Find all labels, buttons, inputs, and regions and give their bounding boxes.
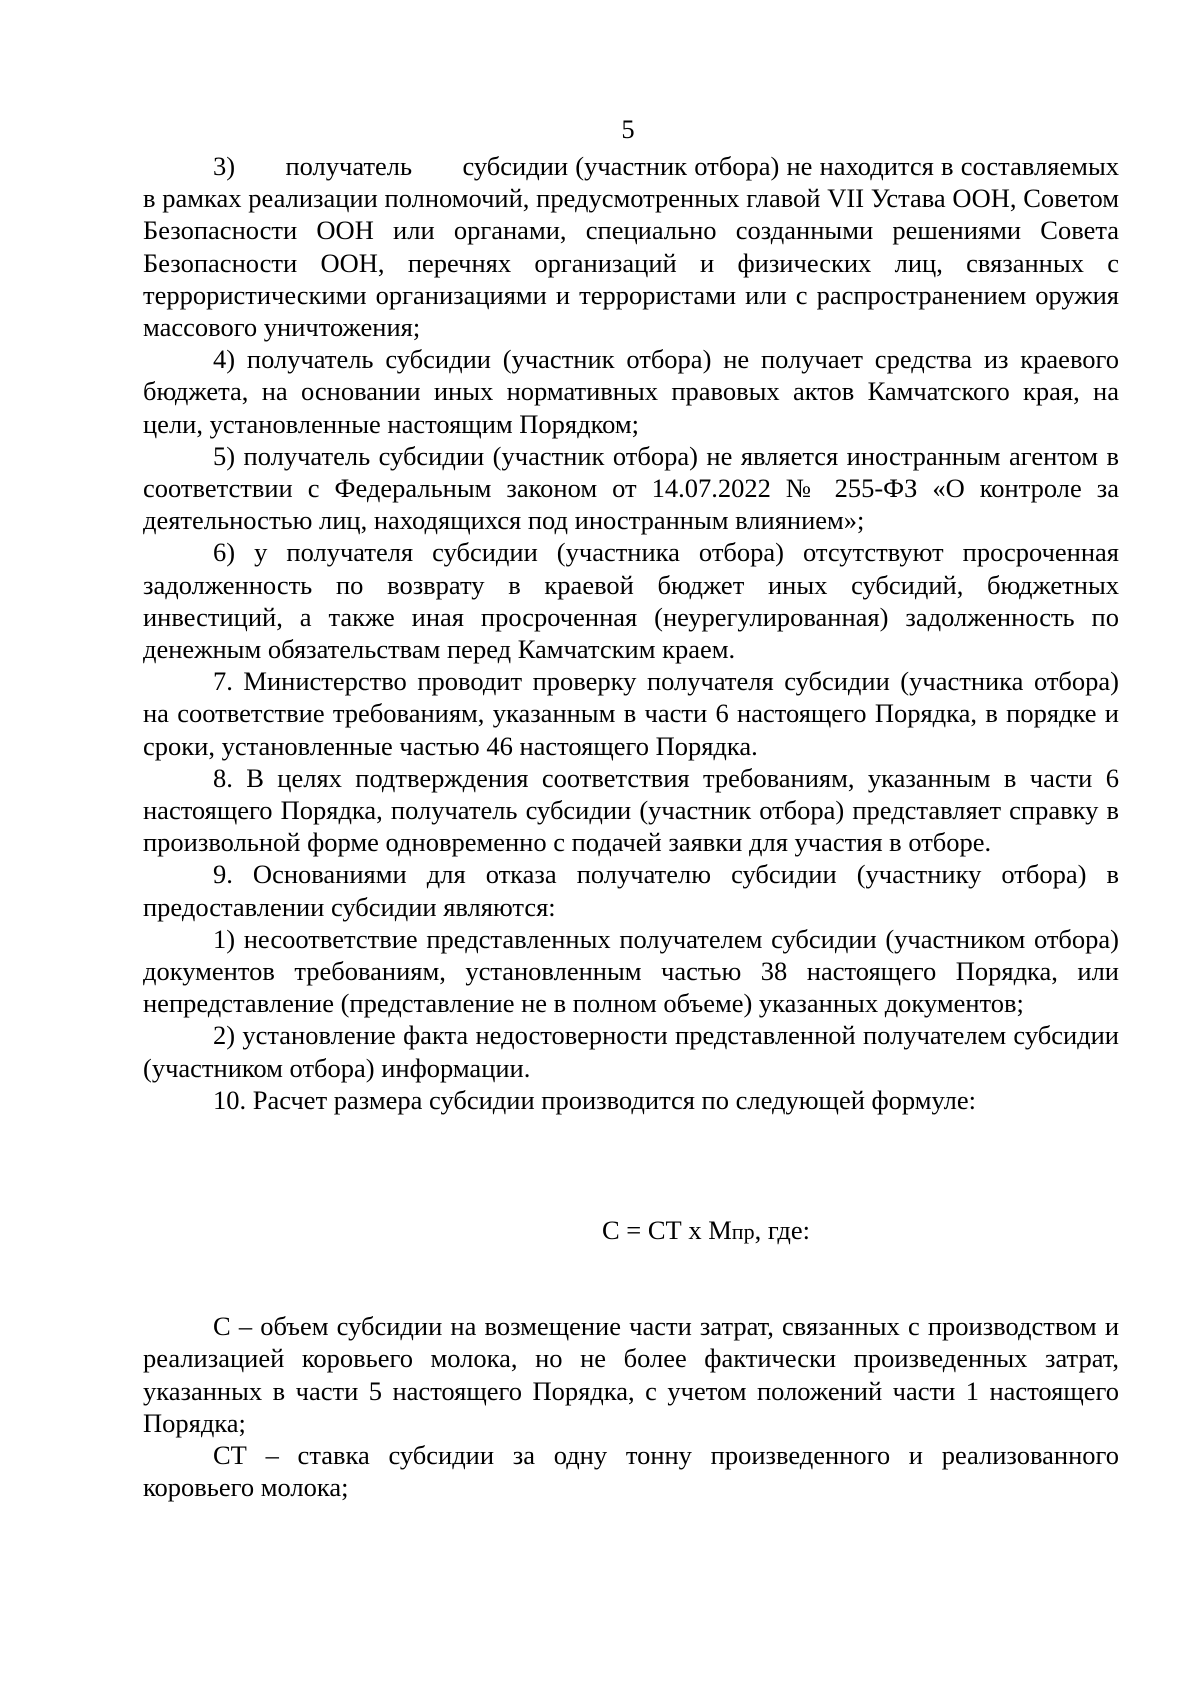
paragraph-part-9-item-2: 2) установление факта недостоверности представленной получателем субсидии (участником отбора) информации. (143, 1020, 1119, 1083)
paragraph-part-9-item-1: 1) несоответствие представленных получателем субсидии (участником отбора) документов требованиям, установленным частью 38 настоящего Порядка, или непредставление (представление не в полном объеме) указанных документов; (143, 923, 1119, 1019)
paragraph-item-6: 6) у получателя субсидии (участника отбора) отсутствуют просроченная задолженность по возврату в краевой бюджет иных субсидий, бюджетных инвестиций, а также иная просроченная (неурегулированная) задолженность по денежным обязательствам перед Камчатским краем. (143, 537, 1119, 665)
subsidy-formula (143, 1214, 1200, 1248)
document-body (143, 150, 1119, 1503)
paragraph-item-3: 3) получатель субсидии (участник отбора) не находится в составляемых в рамках реализации полномочий, предусмотренных главой VII Устава ООН, Советом Безопасности ООН или органами, специально созданными решениями Совета Безопасности ООН, перечнях организаций и физических лиц, связанных с террористическими организациями и террористами или с распространением оружия массового уничтожения; (143, 151, 1119, 343)
page-number: 5 (621, 114, 635, 144)
formula-subscript: пр (731, 1219, 755, 1245)
paragraph-part-8: 8. В целях подтверждения соответствия требованиям, указанным в части 6 настоящего Порядка, получатель субсидии (участник отбора) представляет справку в произвольной форме одновременно с подачей заявки для участия в отборе. (143, 762, 1119, 858)
formula-tail: , где: (754, 1215, 810, 1246)
definition-st: СТ – ставка субсидии за одну тонну произведенного и реализованного коровьего молока; (143, 1439, 1119, 1503)
formula-main: С = СТ х М (602, 1215, 732, 1246)
paragraph-part-7: 7. Министерство проводит проверку получателя субсидии (участника отбора) на соответствие требованиям, указанным в части 6 настоящего Порядка, в порядке и сроки, установленные частью 46 настоящего Порядка. (143, 666, 1119, 761)
paragraph-part-9: 9. Основаниями для отказа получателю субсидии (участнику отбора) в предоставлении субсидии являются: (143, 859, 1119, 922)
definition-c: С – объем субсидии на возмещение части затрат, связанных с производством и реализацией коровьего молока, но не более фактически произведенных затрат, указанных в части 5 настоящего Порядка, с учетом положений части 1 настоящего Порядка; (143, 1311, 1119, 1438)
paragraph-part-10: 10. Расчет размера субсидии производится по следующей формуле: (213, 1084, 976, 1115)
paragraph-item-5: 5) получатель субсидии (участник отбора) не является иностранным агентом в соответствии с Федеральным законом от 14.07.2022 № 255-ФЗ «О контроле за деятельностью лиц, находящихся под иностранным влиянием»; (143, 440, 1119, 536)
paragraph-item-4: 4) получатель субсидии (участник отбора) не получает средства из краевого бюджета, на основании иных нормативных правовых актов Камчатского края, на цели, установленные настоящим Порядком; (143, 344, 1119, 439)
formula-block (143, 1116, 1119, 1310)
